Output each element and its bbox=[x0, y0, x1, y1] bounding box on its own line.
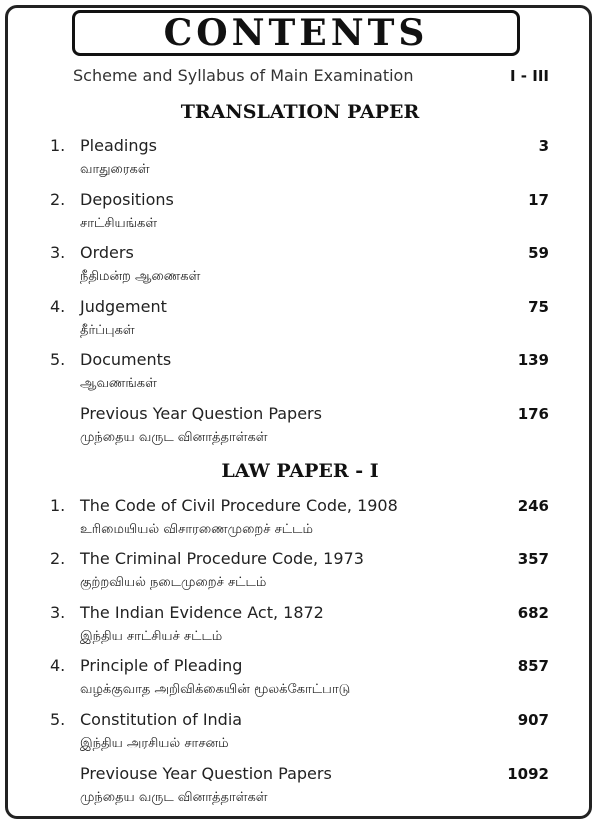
entry-title: The Indian Evidence Act, 1872 bbox=[80, 603, 324, 622]
entry-number: 1. bbox=[50, 496, 66, 515]
entry-page-number: 3 bbox=[538, 137, 549, 155]
entry-subtitle-tamil: முந்தைய வருட வினாத்தாள்கள் bbox=[80, 790, 268, 805]
entry-title: Documents bbox=[80, 350, 172, 369]
entry-subtitle-tamil: இந்திய சாட்சியச் சட்டம் bbox=[80, 629, 223, 644]
entry-number: 4. bbox=[50, 656, 66, 675]
entry-number: 2. bbox=[50, 549, 66, 568]
toc-entry bbox=[50, 549, 549, 597]
toc-entry bbox=[50, 297, 549, 345]
entry-number: 3. bbox=[50, 603, 66, 622]
entry-page-number: 17 bbox=[528, 191, 549, 209]
toc-entry bbox=[50, 764, 549, 812]
entry-title: Judgement bbox=[80, 297, 167, 316]
entry-subtitle-tamil: உரிமையியல் விசாரணைமுறைச் சட்டம் bbox=[80, 522, 313, 537]
entry-page-number: 246 bbox=[517, 497, 549, 515]
toc-entry bbox=[50, 710, 549, 758]
entry-title: Previous Year Question Papers bbox=[80, 404, 322, 423]
entry-subtitle-tamil: குற்றவியல் நடைமுறைச் சட்டம் bbox=[80, 575, 267, 590]
entry-subtitle-tamil: முந்தைய வருட வினாத்தாள்கள் bbox=[80, 430, 268, 445]
scheme-label: Scheme and Syllabus of Main Examination bbox=[73, 66, 414, 85]
entry-number: 4. bbox=[50, 297, 66, 316]
entry-page-number: 1092 bbox=[507, 765, 549, 783]
section-heading-translation-paper: TRANSLATION PAPER bbox=[180, 101, 420, 123]
scheme-row bbox=[73, 66, 549, 85]
entry-page-number: 176 bbox=[517, 405, 549, 423]
entry-subtitle-tamil: வழக்குவாத அறிவிக்கையின் மூலக்கோட்பாடு bbox=[80, 682, 351, 697]
section-heading-law-paper: LAW PAPER - I bbox=[221, 460, 379, 482]
entry-number: 3. bbox=[50, 243, 66, 262]
entry-subtitle-tamil: சாட்சியங்கள் bbox=[80, 216, 158, 231]
entry-page-number: 357 bbox=[517, 550, 549, 568]
entry-subtitle-tamil: தீர்ப்புகள் bbox=[80, 323, 135, 338]
title-box bbox=[72, 10, 520, 56]
entry-title: The Code of Civil Procedure Code, 1908 bbox=[80, 496, 398, 515]
entry-title: Pleadings bbox=[80, 136, 157, 155]
entry-page-number: 139 bbox=[517, 351, 549, 369]
entry-number: 1. bbox=[50, 136, 66, 155]
toc-entry bbox=[50, 136, 549, 184]
scheme-page-range: I - III bbox=[510, 67, 549, 85]
toc-entry bbox=[50, 603, 549, 651]
toc-entry bbox=[50, 496, 549, 544]
entry-number: 2. bbox=[50, 190, 66, 209]
entry-title: Previouse Year Question Papers bbox=[80, 764, 332, 783]
entry-number: 5. bbox=[50, 350, 66, 369]
toc-entry bbox=[50, 404, 549, 452]
toc-entry bbox=[50, 190, 549, 238]
toc-entry bbox=[50, 243, 549, 291]
entry-page-number: 59 bbox=[528, 244, 549, 262]
entry-number: 5. bbox=[50, 710, 66, 729]
entry-page-number: 75 bbox=[528, 298, 549, 316]
entry-title: The Criminal Procedure Code, 1973 bbox=[80, 549, 364, 568]
entry-page-number: 682 bbox=[517, 604, 549, 622]
entry-page-number: 907 bbox=[517, 711, 549, 729]
entry-page-number: 857 bbox=[517, 657, 549, 675]
entry-subtitle-tamil: இந்திய அரசியல் சாசனம் bbox=[80, 736, 229, 751]
entry-title: Depositions bbox=[80, 190, 174, 209]
entry-title: Orders bbox=[80, 243, 134, 262]
entry-subtitle-tamil: ஆவணங்கள் bbox=[80, 376, 157, 391]
toc-entry bbox=[50, 350, 549, 398]
entry-subtitle-tamil: வாதுரைகள் bbox=[80, 162, 150, 177]
entry-title: Principle of Pleading bbox=[80, 656, 243, 675]
entry-title: Constitution of India bbox=[80, 710, 243, 729]
toc-entry bbox=[50, 656, 549, 704]
page-title: CONTENTS bbox=[163, 12, 429, 54]
entry-subtitle-tamil: நீதிமன்ற ஆணைகள் bbox=[80, 269, 201, 284]
